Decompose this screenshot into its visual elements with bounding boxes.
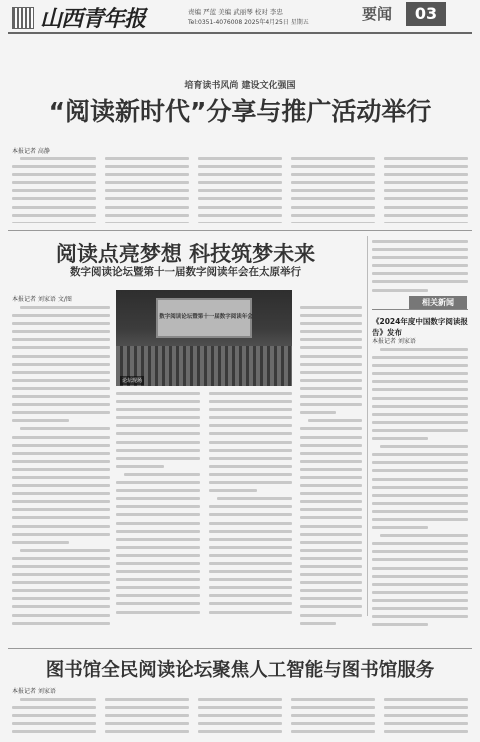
article3-column <box>291 698 375 738</box>
header-rule <box>8 32 472 34</box>
article3-column <box>384 698 468 738</box>
section-name: 要闻 <box>362 5 393 23</box>
article1-kicker: 培育读书风尚 建设文化强国 <box>184 81 296 91</box>
article1-byline: 本报记者 高静 <box>12 148 50 155</box>
sidebar-top-text <box>372 240 468 292</box>
article1-body <box>12 157 468 223</box>
article2-body-right <box>300 306 362 646</box>
conference-photo <box>116 290 292 386</box>
article2-subtitle: 数字阅读论坛暨第十一届数字阅读年会在太原举行 <box>70 266 301 278</box>
article3-title: 图书馆全民阅读论坛聚焦人工智能与图书馆服务 <box>45 660 435 681</box>
article2-byline: 本报记者 刘家语 文/图 <box>12 296 72 303</box>
article1-column <box>291 157 375 223</box>
related-news-rule <box>372 309 468 310</box>
photo-stage-text: 数字阅读论坛暨第十一届数字阅读年会 <box>159 314 253 320</box>
sidebar-body <box>372 348 468 644</box>
article2-column <box>12 306 110 646</box>
column-divider <box>367 236 368 616</box>
article3-body <box>12 698 468 738</box>
sidebar-title: 《2024年度中国数字阅读报告》发布 <box>372 317 468 337</box>
article1-column <box>12 157 96 223</box>
qr-code-icon <box>12 7 34 29</box>
article3-column <box>105 698 189 738</box>
article-divider <box>8 648 472 649</box>
article2-body-left <box>12 306 110 646</box>
article3-column <box>12 698 96 738</box>
page-number: 03 <box>406 2 446 26</box>
article2-column <box>116 392 200 644</box>
article2-title: 阅读点亮梦想 科技筑梦未来 <box>55 242 316 266</box>
masthead <box>0 0 480 46</box>
article1-title: “阅读新时代”分享与推广活动举行 <box>48 97 432 126</box>
contact-date: Tel:0351-4076008 2025年4月25日 星期五 <box>188 19 309 26</box>
photo-caption: 论坛现场 <box>122 378 143 384</box>
related-news-tag: 相关新闻 <box>409 296 467 310</box>
article2-column <box>300 306 362 646</box>
article2-body-under-photo <box>116 392 292 644</box>
sidebar-byline: 本报记者 刘家语 <box>372 338 416 345</box>
editor-credits: 责编 严蓝 美编 武丽琴 校对 李忠 <box>188 8 283 16</box>
article1-column <box>105 157 189 223</box>
article-divider <box>8 230 472 231</box>
article1-column <box>198 157 282 223</box>
article3-column <box>198 698 282 738</box>
article2-column <box>209 392 293 644</box>
sidebar-column <box>372 348 468 644</box>
photo-stage-screen <box>156 298 252 338</box>
article1-column <box>384 157 468 223</box>
sidebar-column <box>372 240 468 292</box>
article3-byline: 本报记者 刘家语 <box>12 688 56 695</box>
newspaper-logo: 山西青年报 <box>40 6 146 32</box>
